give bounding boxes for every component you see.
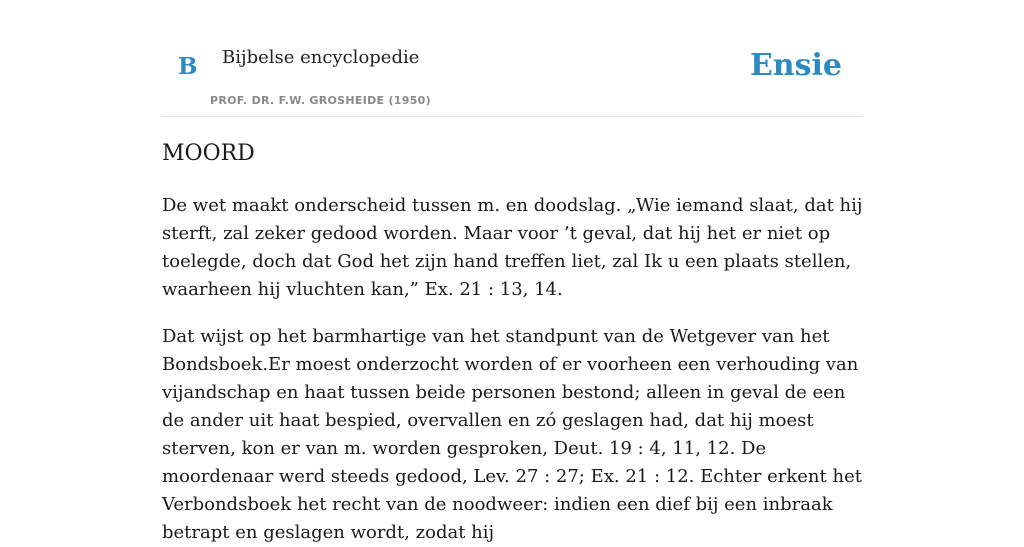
article-paragraph: Dat wijst op het barmhartige van het standpunt van de Wetgever van het Bondsboek.Er moest onderzocht worden of er voorheen een verhouding van vijandschap en haat tussen beide personen bestond; alleen in geval de een de ander uit haat bespied, overvallen en zó geslagen had, dat hij moest sterven, kon er van m. worden gesproken, Deut. 19 : 4, 11, 12. De moordenaar werd steeds gedood, Lev. 27 : 27; Ex. 21 : 12. Echter erkent het Verbondsboek het recht van de noodweer: indien een dief bij een inbraak betrapt en geslagen wordt, zodat hij — [162, 326, 862, 543]
book-title-link[interactable]: Bijbelse encyclopedie — [222, 47, 420, 68]
entry-title: MOORD — [162, 141, 255, 166]
book-header — [162, 0, 862, 117]
article-body — [162, 138, 864, 547]
book-author: PROF. DR. F.W. GROSHEIDE (1950) — [210, 94, 431, 107]
brand-logo-link[interactable]: Ensie — [749, 48, 842, 83]
article-paragraph: De wet maakt onderscheid tussen m. en doodslag. „Wie iemand slaat, dat hij sterft, zal zeker gedood worden. Maar voor ’t geval, dat hij het er niet op toelegde, doch dat God het zijn hand treffen liet, zal Ik u een plaats stellen, waarheen hij vluchten kan,” Ex. 21 : 13, 14. — [162, 195, 863, 300]
book-letter-badge[interactable]: B — [178, 53, 198, 80]
